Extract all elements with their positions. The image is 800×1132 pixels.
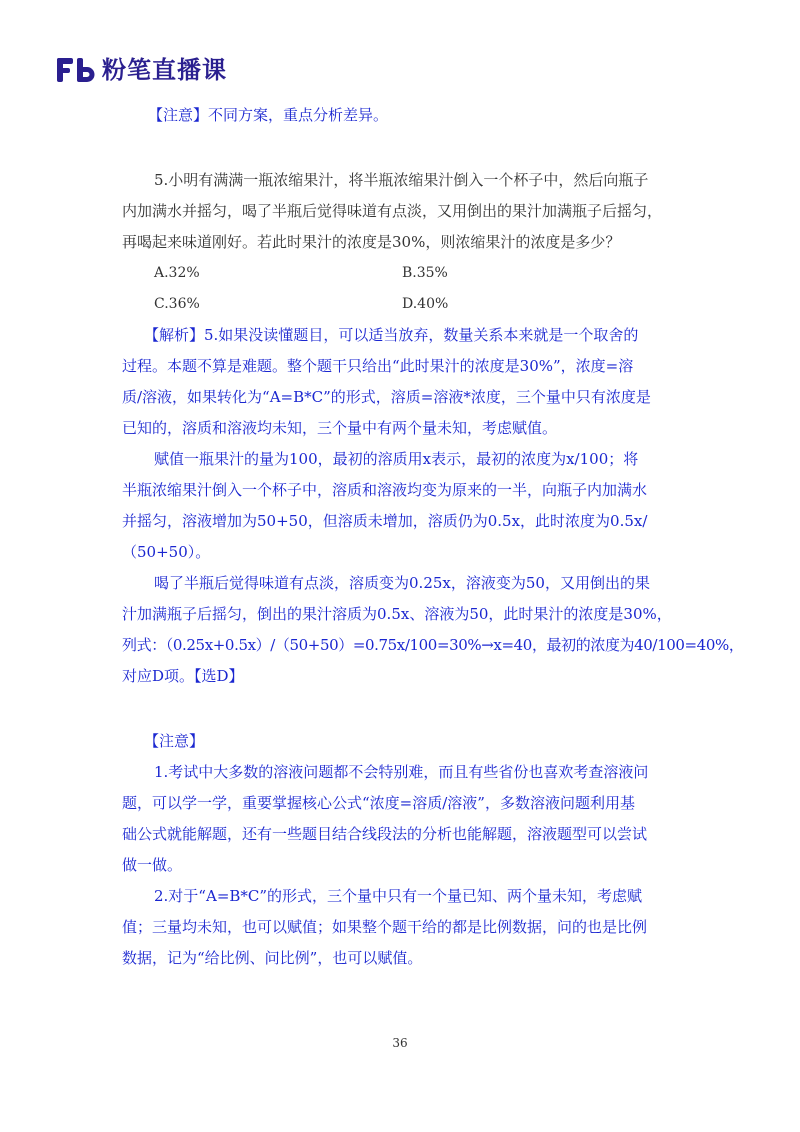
analysis-line: 喝了半瓶后觉得味道有点淡，溶质变为0.25x，溶液变为50，又用倒出的果	[154, 574, 650, 592]
notice-line: 做一做。	[122, 856, 183, 874]
notice-line: 2.对于“A=B*C”的形式，三个量中只有一个量已知、两个量未知，考虑赋	[154, 887, 643, 905]
notice-line: 数据，记为“给比例、问比例”，也可以赋值。	[122, 949, 423, 967]
analysis-line: 过程。本题不算是难题。整个题干只给出“此时果汁的浓度是30%”，浓度=溶	[122, 357, 634, 375]
notice-line: 1.考试中大多数的溶液问题都不会特别难，而且有些省份也喜欢考查溶液问	[154, 763, 649, 781]
notice-line: 值；三量均未知，也可以赋值；如果整个题干给的都是比例数据，问的也是比例	[122, 918, 648, 936]
question-line: 再喝起来味道刚好。若此时果汁的浓度是30%，则浓缩果汁的浓度是多少？	[122, 233, 621, 251]
analysis-line: 【解析】5.如果没读懂题目，可以适当放弃，数量关系本来就是一个取舍的	[144, 326, 639, 344]
question-block	[122, 165, 690, 320]
page-number: 36	[392, 1036, 408, 1050]
analysis-line: （50+50）。	[122, 543, 211, 561]
page-content	[122, 100, 744, 974]
analysis-line: 对应D项。【选D】	[122, 667, 244, 685]
option-a: A.32%	[154, 265, 200, 281]
notice-block	[122, 726, 690, 974]
options-row	[122, 289, 690, 320]
notice-line: 础公式就能解题，还有一些题目结合线段法的分析也能解题，溶液题型可以尝试	[122, 825, 648, 843]
brand-logo	[56, 52, 227, 88]
options-row	[122, 258, 690, 289]
notice-title: 【注意】	[144, 732, 205, 750]
analysis-block	[122, 320, 744, 692]
option-b: B.35%	[402, 265, 448, 281]
notice-different-plans: 【注意】不同方案，重点分析差异。	[148, 106, 389, 124]
analysis-line: 并摇匀，溶液增加为50+50，但溶质未增加，溶质仍为0.5x，此时浓度为0.5x/	[122, 512, 648, 530]
question-line: 内加满水并摇匀，喝了半瓶后觉得味道有点淡，又用倒出的果汁加满瓶子后摇匀，	[122, 202, 663, 220]
option-d: D.40%	[402, 296, 449, 312]
notice-line: 题，可以学一学，重要掌握核心公式“浓度=溶质/溶液”，多数溶液问题利用基	[122, 794, 635, 812]
option-c: C.36%	[154, 296, 200, 312]
fb-logo-icon	[56, 55, 96, 85]
analysis-line: 赋值一瓶果汁的量为100，最初的溶质用x表示，最初的浓度为x/100；将	[154, 450, 639, 468]
analysis-line: 半瓶浓缩果汁倒入一个杯子中，溶质和溶液均变为原来的一半，向瓶子内加满水	[122, 481, 648, 499]
question-line: 5.小明有满满一瓶浓缩果汁，将半瓶浓缩果汁倒入一个杯子中，然后向瓶子	[154, 171, 649, 189]
analysis-line: 汁加满瓶子后摇匀，倒出的果汁溶质为0.5x、溶液为50，此时果汁的浓度是30%，	[122, 605, 672, 623]
analysis-line: 已知的，溶质和溶液均未知，三个量中有两个量未知，考虑赋值。	[122, 419, 558, 437]
analysis-line: 质/溶液，如果转化为“A=B*C”的形式，溶质=溶液*浓度，三个量中只有浓度是	[122, 388, 651, 406]
analysis-line: 列式：（0.25x+0.5x）/（50+50）=0.75x/100=30%→x=40，最初的浓度为40/100=40%，	[122, 636, 744, 654]
brand-name: 粉笔直播课	[102, 56, 227, 84]
